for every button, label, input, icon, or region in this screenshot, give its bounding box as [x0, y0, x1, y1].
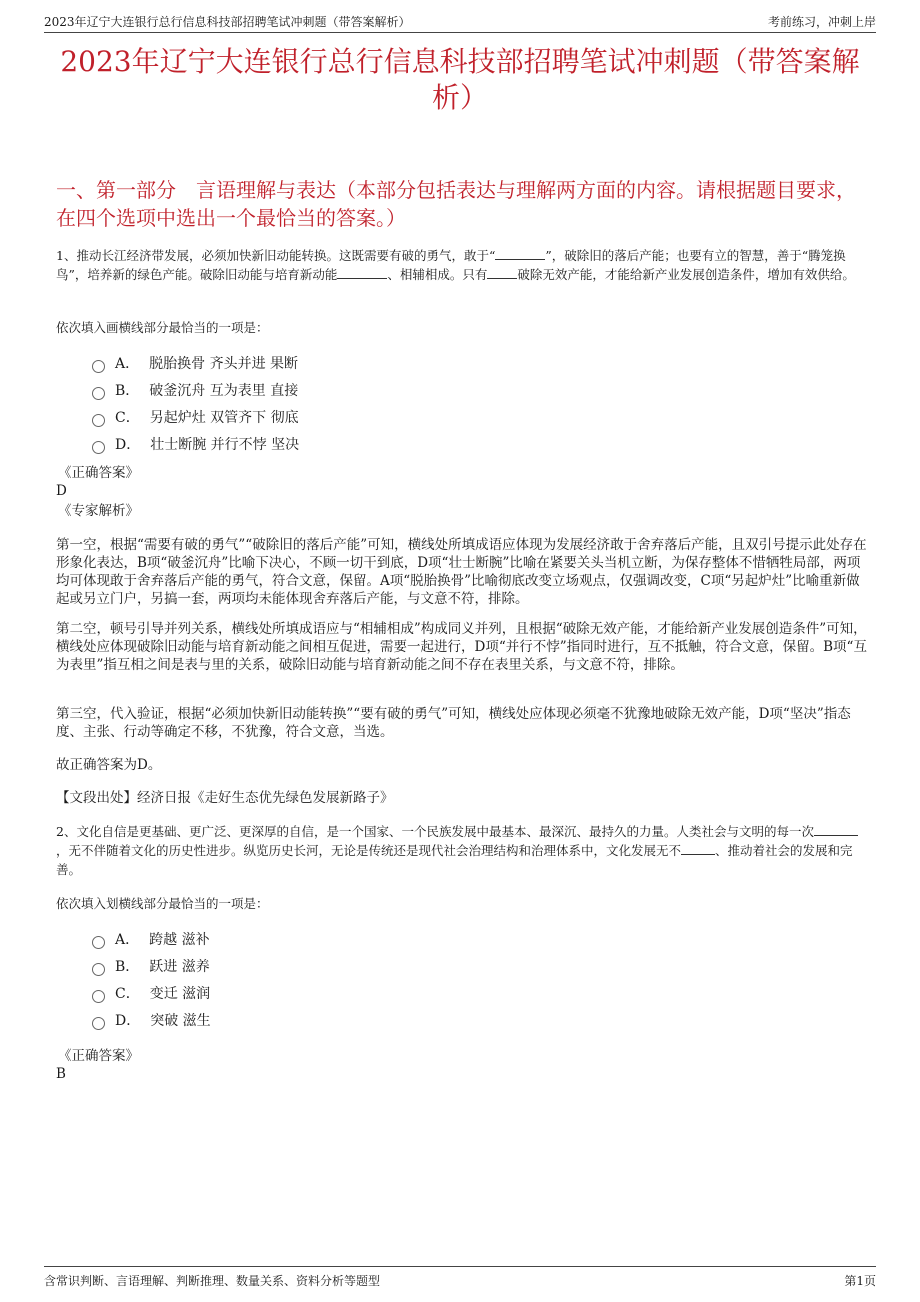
- document-title: 2023年辽宁大连银行总行信息科技部招聘笔试冲刺题（带答案解析）: [60, 45, 860, 114]
- analysis-paragraph-2: 第二空，顿号引导并列关系，横线处所填成语应与“相辅相成”构成同义并列，且根据“破除无效产能，才能给新产业发展创造条件”可知，横线处应体现破除旧动能与培育新动能之间相互促进，需要一起进行，D项“并行不悖”指同时进行，互不抵触，符合文意，保留。B项“互为表里”指互相之间是表与里的关系，破除旧动能与培育新动能之间不存在表里关系，与文意不符，排除。: [56, 621, 867, 673]
- header-slogan: 考前练习，冲刺上岸: [767, 15, 876, 29]
- blank-line: [495, 247, 545, 260]
- radio-icon[interactable]: [92, 441, 105, 454]
- question-1-options: [92, 350, 299, 458]
- question-1-stem: 1、推动长江经济带发展，必须加快新旧动能转换。这既需要有破的勇气，敢于“ ”，破除旧的落后产能；也要有立的智慧，善于“腾笼换鸟”，培养新的绿色产能。破除旧动能与培育新动能 、相辅相成。只有 破除无效产能，才能给新产业发展创造条件，增加有效供给。: [56, 248, 855, 282]
- answer-value: B: [56, 1066, 66, 1082]
- page-number: 第1页: [844, 1274, 876, 1288]
- footer-topics: 含常识判断、言语理解、判断推理、数量关系、资料分析等题型: [44, 1274, 381, 1288]
- radio-icon[interactable]: [92, 936, 105, 949]
- radio-icon[interactable]: [92, 387, 105, 400]
- question-1-instruction: 依次填入画横线部分最恰当的一项是：: [56, 320, 269, 335]
- radio-icon[interactable]: [92, 990, 105, 1003]
- header-doc-title: 2023年辽宁大连银行总行信息科技部招聘笔试冲刺题（带答案解析）: [44, 15, 411, 29]
- analysis-label: 《专家解析》: [58, 503, 139, 519]
- blank-line: [487, 266, 517, 279]
- radio-icon[interactable]: [92, 963, 105, 976]
- page-header: [44, 12, 876, 33]
- analysis-paragraph-1: 第一空，根据“需要有破的勇气”“破除旧的落后产能”可知，横线处所填成语应体现为发展经济敢于舍弃落后产能，且双引号提示此处存在形象化表达，B项“破釜沉舟”比喻下决心，不顾一切干到底，D项“壮士断腕”比喻在紧要关头当机立断，为保存整体不惜牺牲局部，两项均可体现敢于舍弃落后产能的勇气，符合文意，保留。A项“脱胎换骨”比喻彻底改变立场观点，仅强调改变，C项“另起炉灶”比喻重新做起或另立门户，另搞一套，两项均未能体现舍弃落后产能，与文意不符，排除。: [56, 537, 867, 607]
- option-c[interactable]: C． 另起炉灶 双管齐下 彻底: [92, 404, 299, 431]
- question-2-stem: 2、文化自信是更基础、更广泛、更深厚的自信，是一个国家、一个民族发展中最基本、最深沉、最持久的力量。人类社会与文明的每一次，无不伴随着文化的历史性进步。纵览历史长河，无论是传统还是现代社会治理结构和治理体系中，文化发展无不 、推动着社会的发展和完善。: [56, 822, 870, 879]
- analysis-conclusion: 故正确答案为D。: [56, 757, 162, 773]
- analysis-paragraph-3: 第三空，代入验证，根据“必须加快新旧动能转换”“要有破的勇气”可知，横线处应体现必须毫不犹豫地破除无效产能，D项“坚决”指态度、主张、行动等确定不移，不犹豫，符合文意，当选。: [56, 706, 851, 740]
- option-a[interactable]: A． 脱胎换骨 齐头并进 果断: [92, 350, 299, 377]
- radio-icon[interactable]: [92, 360, 105, 373]
- option-b[interactable]: B． 破釜沉舟 互为表里 直接: [92, 377, 299, 404]
- question-2-options: [92, 926, 211, 1034]
- blank-line: [814, 823, 858, 836]
- source-citation: 【文段出处】经济日报《走好生态优先绿色发展新路子》: [56, 790, 394, 806]
- answer-label: 《正确答案》: [58, 1048, 139, 1064]
- radio-icon[interactable]: [92, 1017, 105, 1030]
- blank-line: [337, 266, 387, 279]
- option-a[interactable]: A． 跨越 滋补: [92, 926, 211, 953]
- option-d[interactable]: D． 壮士断腕 并行不悖 坚决: [92, 431, 299, 458]
- option-b[interactable]: B． 跃进 滋养: [92, 953, 211, 980]
- answer-value: D: [56, 483, 67, 499]
- blank-line: [681, 842, 715, 855]
- radio-icon[interactable]: [92, 414, 105, 427]
- option-d[interactable]: D． 突破 滋生: [92, 1007, 211, 1034]
- answer-label: 《正确答案》: [58, 465, 139, 481]
- option-c[interactable]: C． 变迁 滋润: [92, 980, 211, 1007]
- question-2-instruction: 依次填入划横线部分最恰当的一项是：: [56, 896, 269, 911]
- section-heading: 一、第一部分 言语理解与表达（本部分包括表达与理解两方面的内容。请根据题目要求，在四个选项中选出一个最恰当的答案。）: [56, 178, 856, 230]
- page-footer: [44, 1266, 876, 1287]
